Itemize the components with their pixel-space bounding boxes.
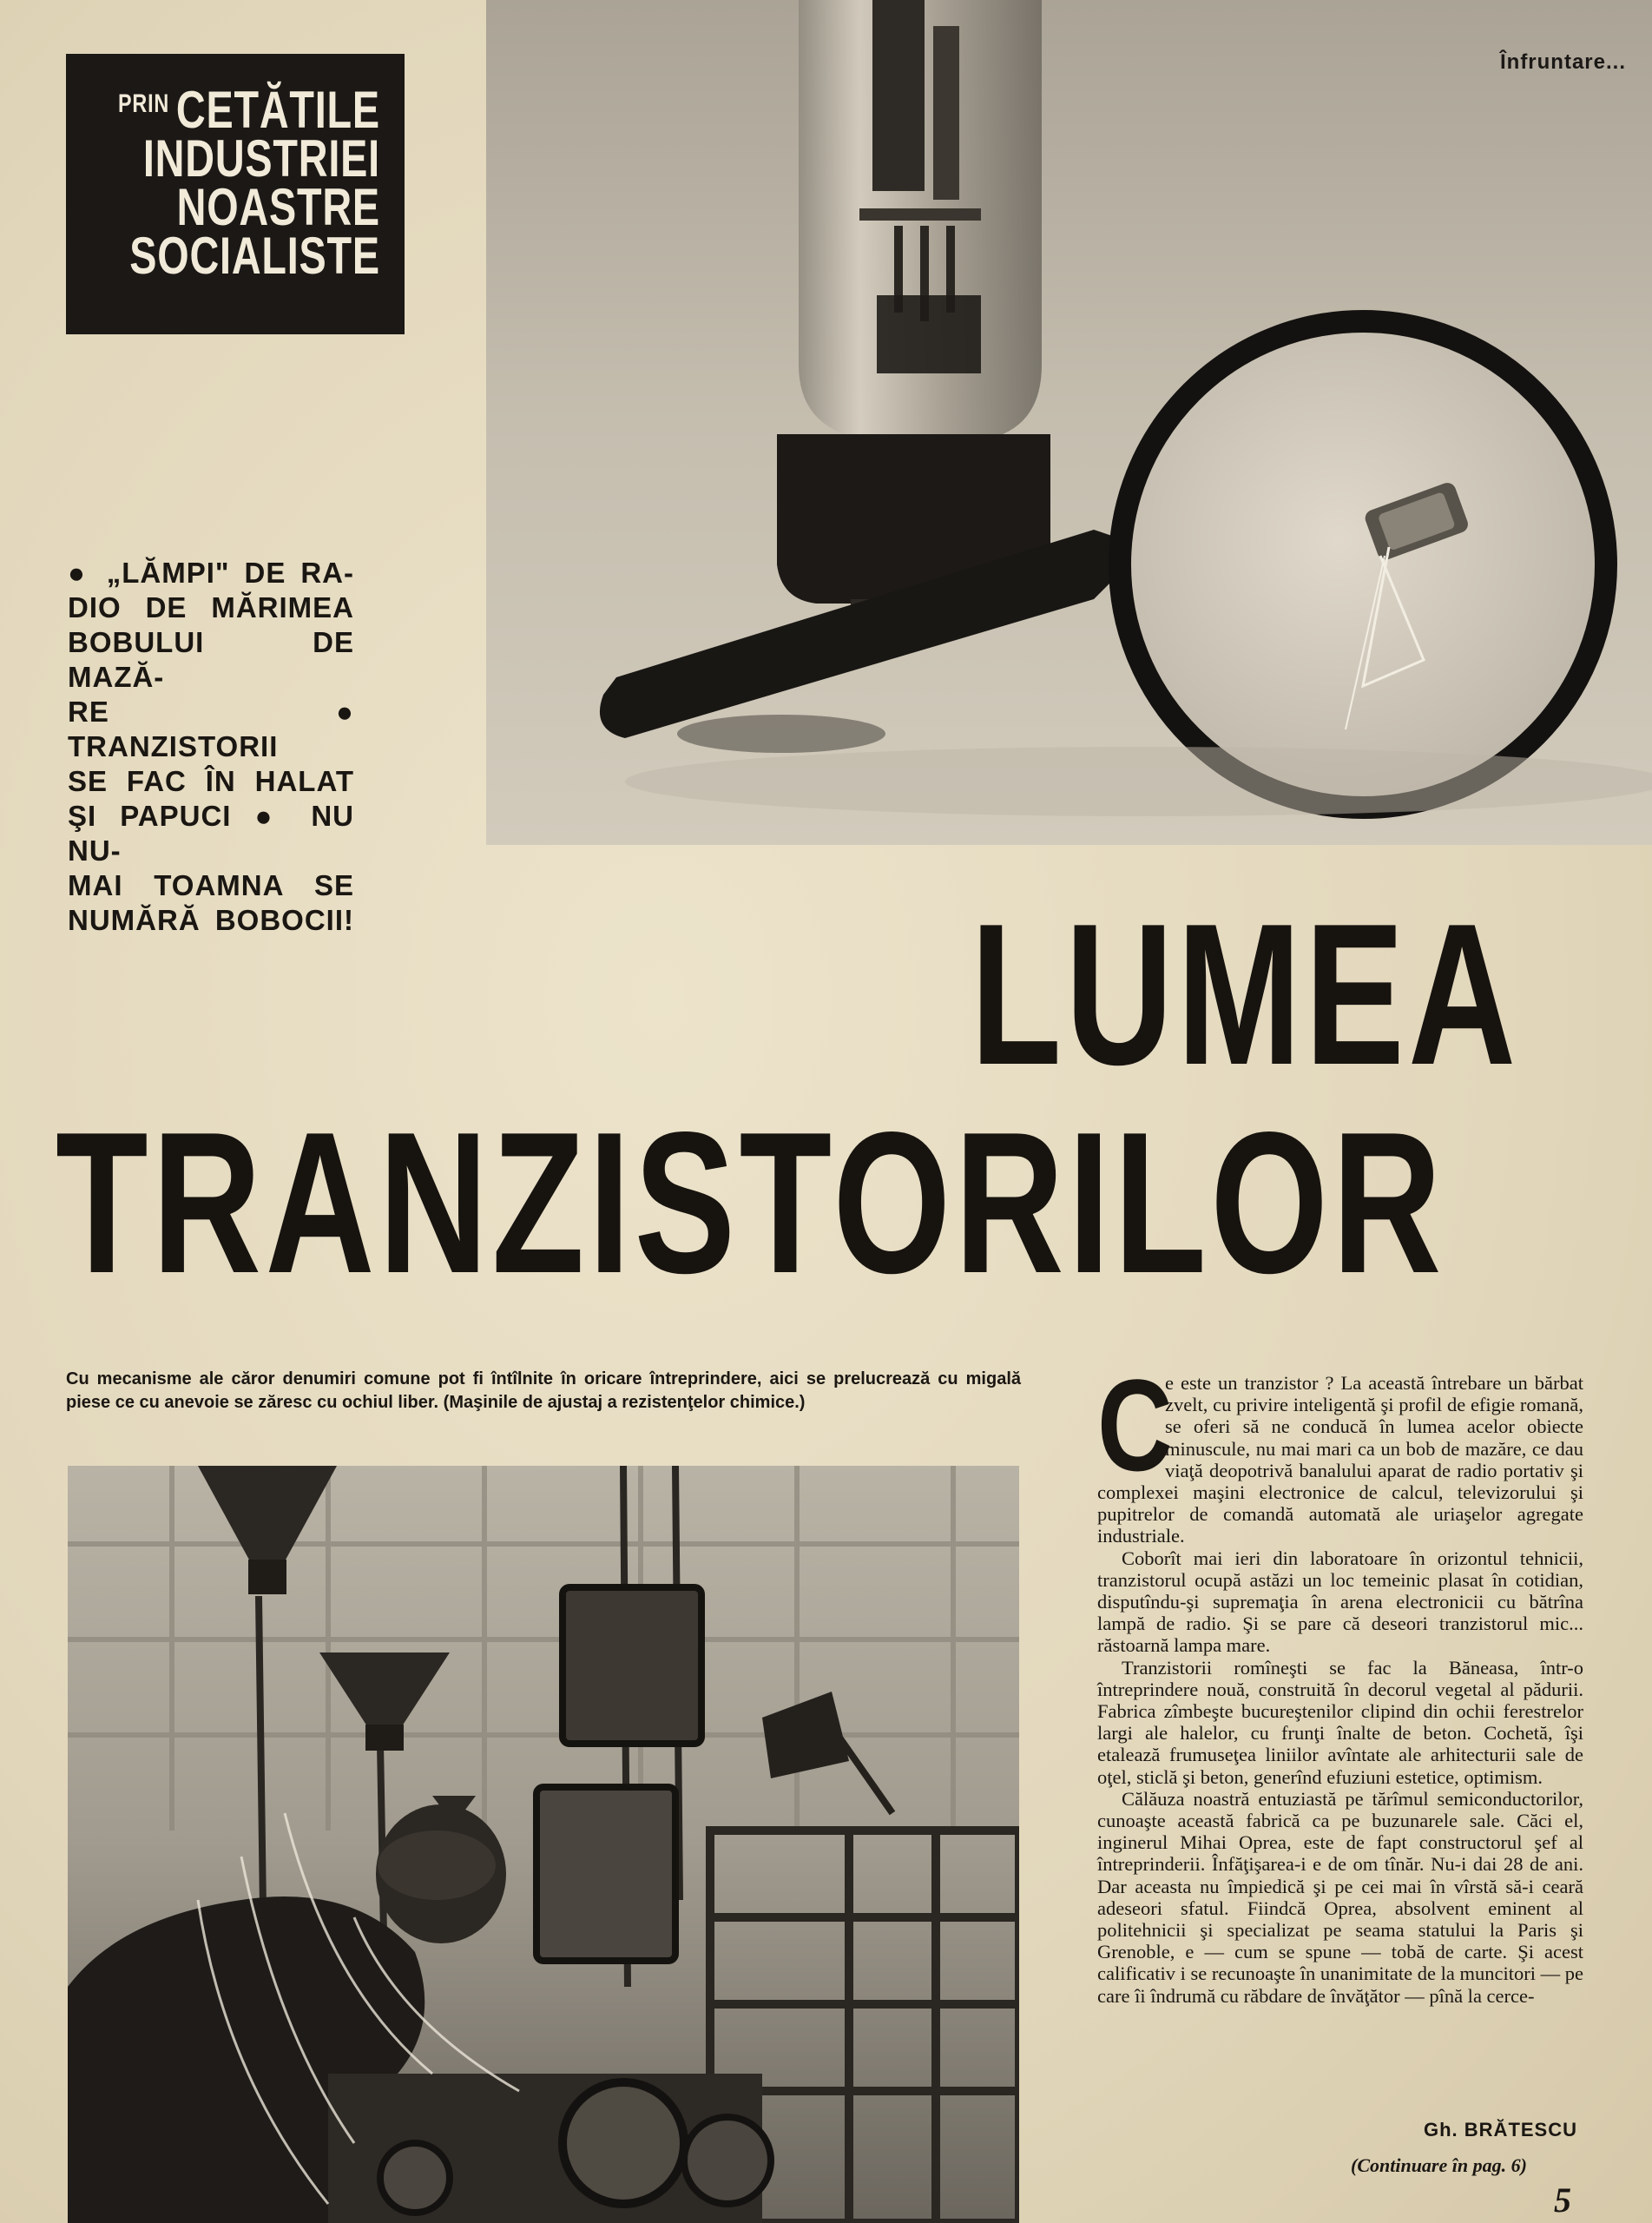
page-number: 5 bbox=[1554, 2180, 1571, 2220]
series-prefix: PRIN bbox=[118, 89, 170, 118]
article-paragraph: Tranzistorii romîneşti se fac la Băneasa, într-o întreprindere nouă, construită în decorul vegetal al pădurii. Fabrica zîmbeşte bucureştenilor clipind din ochii ferestrelor largi ale halelor, cu frunţi înalte de beton. Cochetă, îşi etalează frumuseţea liniilor avîntate ale arhitecturii sale de oţel, sticlă şi beton, generînd efuziuni estetice, optimism. bbox=[1097, 1656, 1583, 1788]
bottom-photo bbox=[68, 1466, 1019, 2223]
teaser-line: ● „LĂMPI" DE RA- bbox=[68, 557, 354, 589]
article-body bbox=[1097, 1352, 1583, 2007]
headline-line-2: TRANZISTORILOR bbox=[56, 1091, 1445, 1316]
teaser-line: BOBULUI DE MAZĂ- bbox=[68, 626, 354, 693]
series-line-3: NOASTRE bbox=[176, 178, 380, 236]
workshop-illustration bbox=[68, 1466, 1019, 2223]
author-byline: Gh. BRĂTESCU bbox=[1424, 2119, 1577, 2141]
teaser-line: RE ● TRANZISTORII bbox=[68, 696, 354, 762]
article-paragraph: Coborît mai ieri din laboratoare în orizontul tehnicii, tranzistorul ocupă astăzi un loc temeinic plasat în cotidian, disputîndu-şi supremaţia în arena electronicii cu bătrîna lampă de radio. Şi se pare că deseori tranzistorul mic... răstoarnă lampa mare. bbox=[1097, 1547, 1583, 1657]
teaser-line: NUMĂRĂ BOBOCII! bbox=[68, 904, 354, 936]
article-paragraph: Călăuza noastră entuziastă pe tărîmul semiconductorilor, cunoaşte această fabrică ca pe buzunarele sale. Căci el, inginerul Mihai Oprea, este de fapt constructorul şef al întreprinderii. Înfăţişarea-i e de om tînăr. Nu-i dai 28 de ani. Dar aceasta nu împiedică şi pe cei mai în vîrstă să-i ceară adeseori sfatul. Fiindcă Oprea, absolvent eminent al politehnicii şi specializat pe seama statului la Paris şi Grenoble, e — cum se spune — tobă de carte. Şi acest calificativ i se recunoaşte în unanimitate de la muncitori — pe care îi îndrumă cu răbdare de învăţător — pînă la cerce- bbox=[1097, 1787, 1583, 2007]
series-line-4: SOCIALISTE bbox=[129, 227, 380, 285]
article-paragraph bbox=[1097, 1352, 1583, 1547]
teaser-line: SE FAC ÎN HALAT bbox=[68, 765, 354, 797]
teaser-line: ŞI PAPUCI ● NU NU- bbox=[68, 800, 354, 867]
drop-cap: C bbox=[1097, 1352, 1173, 1498]
series-line-1: CETĂTILE bbox=[175, 81, 380, 139]
teaser-text bbox=[68, 556, 354, 938]
top-photo bbox=[486, 0, 1652, 845]
tube-and-magnifier-illustration bbox=[486, 0, 1652, 845]
teaser-line: DIO DE MĂRIMEA bbox=[68, 591, 354, 623]
teaser-line: MAI TOAMNA SE bbox=[68, 869, 354, 901]
continuation-note: (Continuare în pag. 6) bbox=[1351, 2154, 1527, 2176]
headline-line-1: LUMEA bbox=[971, 882, 1520, 1107]
photo-caption: Cu mecanisme ale căror denumiri comune pot fi întîlnite în oricare întreprindere, aici se prelucrează cu migală piese ce cu anevoie se zăresc cu ochiul liber. (Maşinile de ajustaj a rezistenţelor chimice.) bbox=[66, 1369, 1021, 1412]
top-photo-caption: Înfruntare... bbox=[1499, 50, 1626, 74]
article-paragraph-text: e este un tranzistor ? La această întrebare un bărbat zvelt, cu privire inteligentă şi profil de efigie romană, se oferi să ne conducă în lumea acelor obiecte minuscule, nu mai mari ca un bob de mazăre, ce dau viaţă deopotrivă banalului aparat de radio portativ şi complexei maşini electronice de calcul, televizorului şi pupitrelor de comandă automată ale uriaşelor agregate industriale. bbox=[1097, 1372, 1583, 1547]
series-line-2: INDUSTRIEI bbox=[142, 129, 380, 188]
series-title-box bbox=[66, 54, 405, 334]
